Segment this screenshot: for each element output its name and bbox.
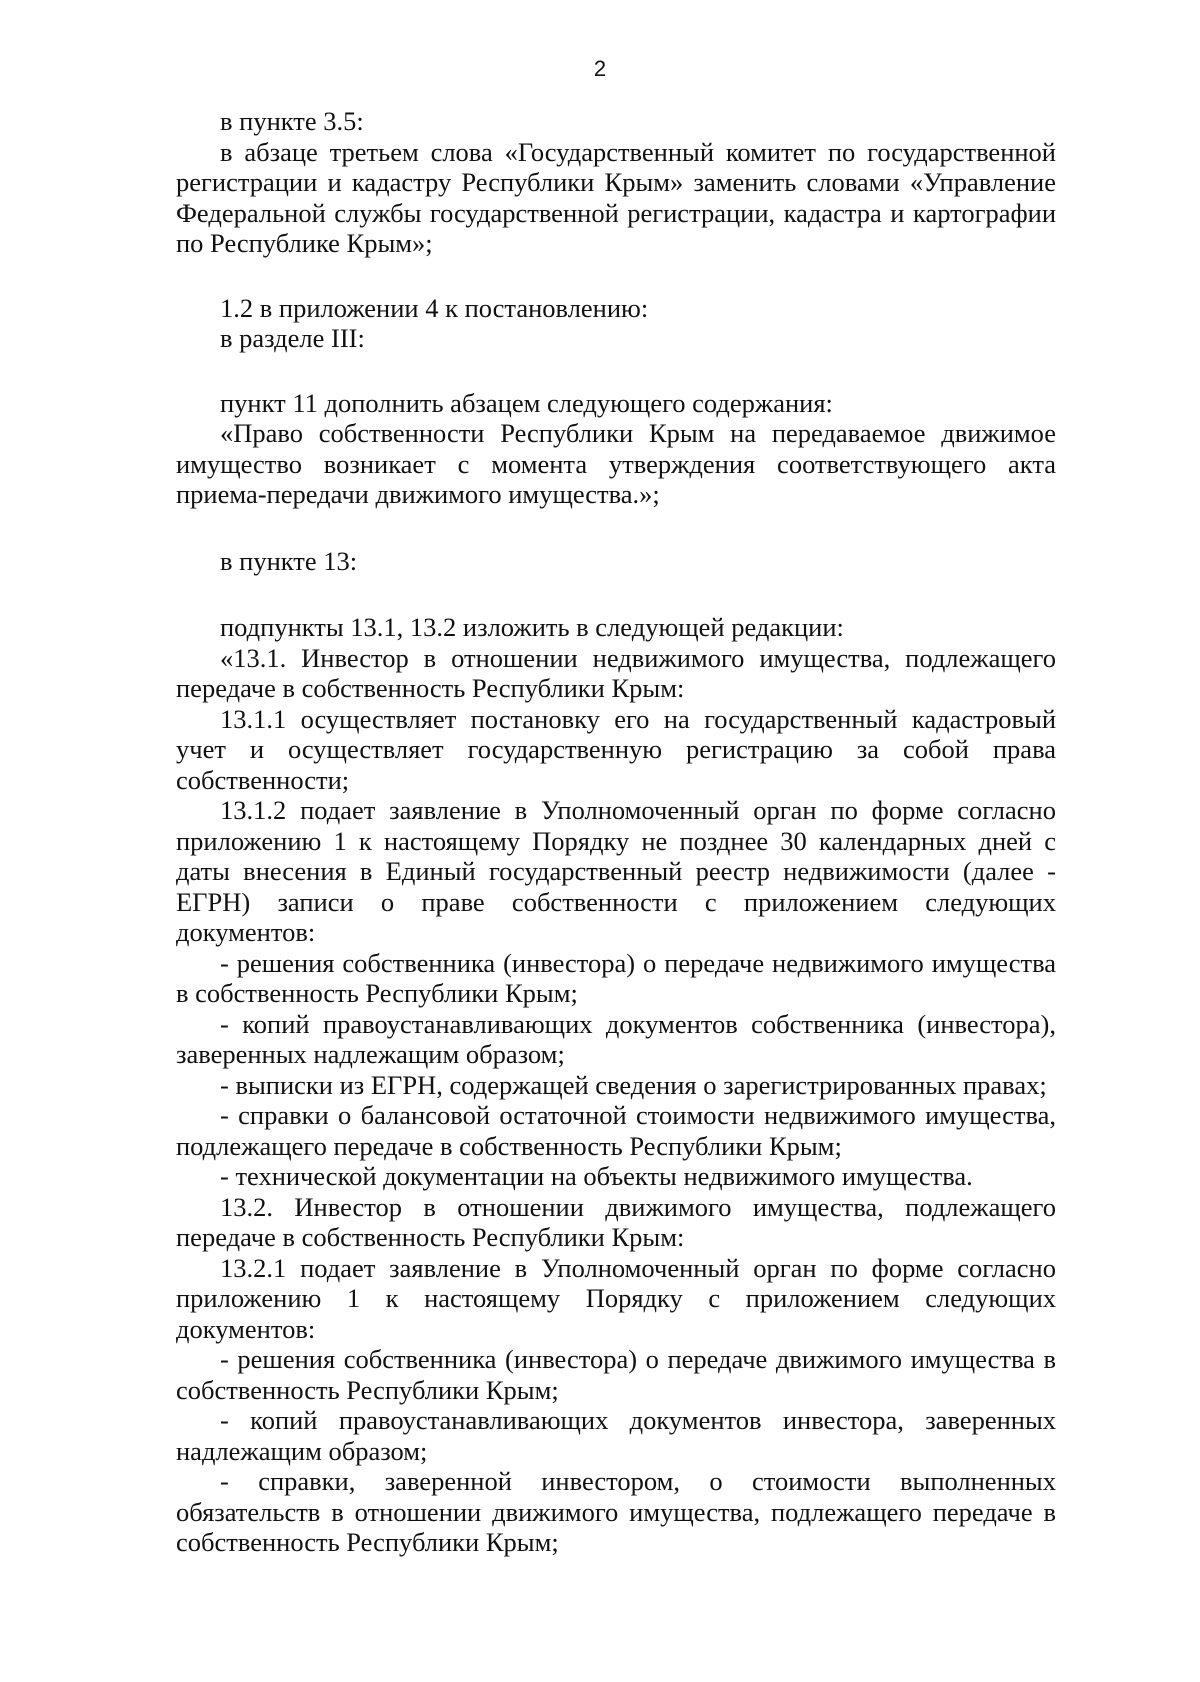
paragraph: в пункте 3.5: bbox=[220, 106, 364, 136]
document-body bbox=[176, 106, 1056, 1558]
paragraph: 13.1.1 осуществляет постановку его на государственный кадастровый учет и осуществляет государственную регистрацию за собой права собственности; bbox=[176, 703, 1056, 795]
list-item: - решения собственника (инвестора) о передаче движимого имущества в собственность Республики Крым; bbox=[176, 1344, 1056, 1405]
paragraph: в пункте 13: bbox=[220, 545, 358, 576]
paragraph: пункт 11 дополнить абзацем следующего содержания: bbox=[220, 387, 833, 418]
paragraph: «13.1. Инвестор в отношении недвижимого имущества, подлежащего передаче в собственность Республики Крым: bbox=[176, 642, 1056, 703]
paragraph: 13.2.1 подает заявление в Уполномоченный орган по форме согласно приложению 1 к настоящему Порядку с приложением следующих документов: bbox=[176, 1252, 1056, 1344]
list-item: - справки, заверенной инвестором, о стоимости выполненных обязательств в отношении движимого имущества, подлежащего передаче в собственность Республики Крым; bbox=[176, 1466, 1056, 1557]
paragraph: 13.2. Инвестор в отношении движимого имущества, подлежащего передаче в собственность Республики Крым: bbox=[176, 1191, 1056, 1252]
page-number: 2 bbox=[593, 56, 607, 81]
list-item: - справки о балансовой остаточной стоимости недвижимого имущества, подлежащего передаче в собственность Республики Крым; bbox=[176, 1100, 1056, 1161]
paragraph: «Право собственности Республики Крым на передаваемое движимое имущество возникает с момента утверждения соответствующего акта приема-передачи движимого имущества.»; bbox=[176, 418, 1056, 509]
list-item: - выписки из ЕГРН, содержащей сведения о зарегистрированных правах; bbox=[220, 1069, 1047, 1100]
list-item: - копий правоустанавливающих документов собственника (инвестора), заверенных надлежащим образом; bbox=[176, 1008, 1056, 1069]
paragraph: 1.2 в приложении 4 к постановлению: bbox=[220, 292, 649, 323]
paragraph: 13.1.2 подает заявление в Уполномоченный орган по форме согласно приложению 1 к настоящему Порядку не позднее 30 календарных дней с даты внесения в Единый государственный реестр недвижимости (далее - ЕГРН) записи о праве собственности с приложением следующих документов: bbox=[176, 795, 1056, 947]
list-item: - технической документации на объекты недвижимого имущества. bbox=[220, 1161, 973, 1191]
list-item: - решения собственника (инвестора) о передаче недвижимого имущества в собственность Республики Крым; bbox=[176, 947, 1056, 1008]
paragraph: подпункты 13.1, 13.2 изложить в следующей редакции: bbox=[220, 612, 844, 642]
list-item: - копий правоустанавливающих документов инвестора, заверенных надлежащим образом; bbox=[176, 1405, 1056, 1466]
paragraph: в абзаце третьем слова «Государственный комитет по государственной регистрации и кадастру Республики Крым» заменить словами «Управление Федеральной службы государственной регистрации, кадастра и картографии по Республике Крым»; bbox=[176, 136, 1056, 258]
paragraph: в разделе III: bbox=[220, 323, 365, 353]
